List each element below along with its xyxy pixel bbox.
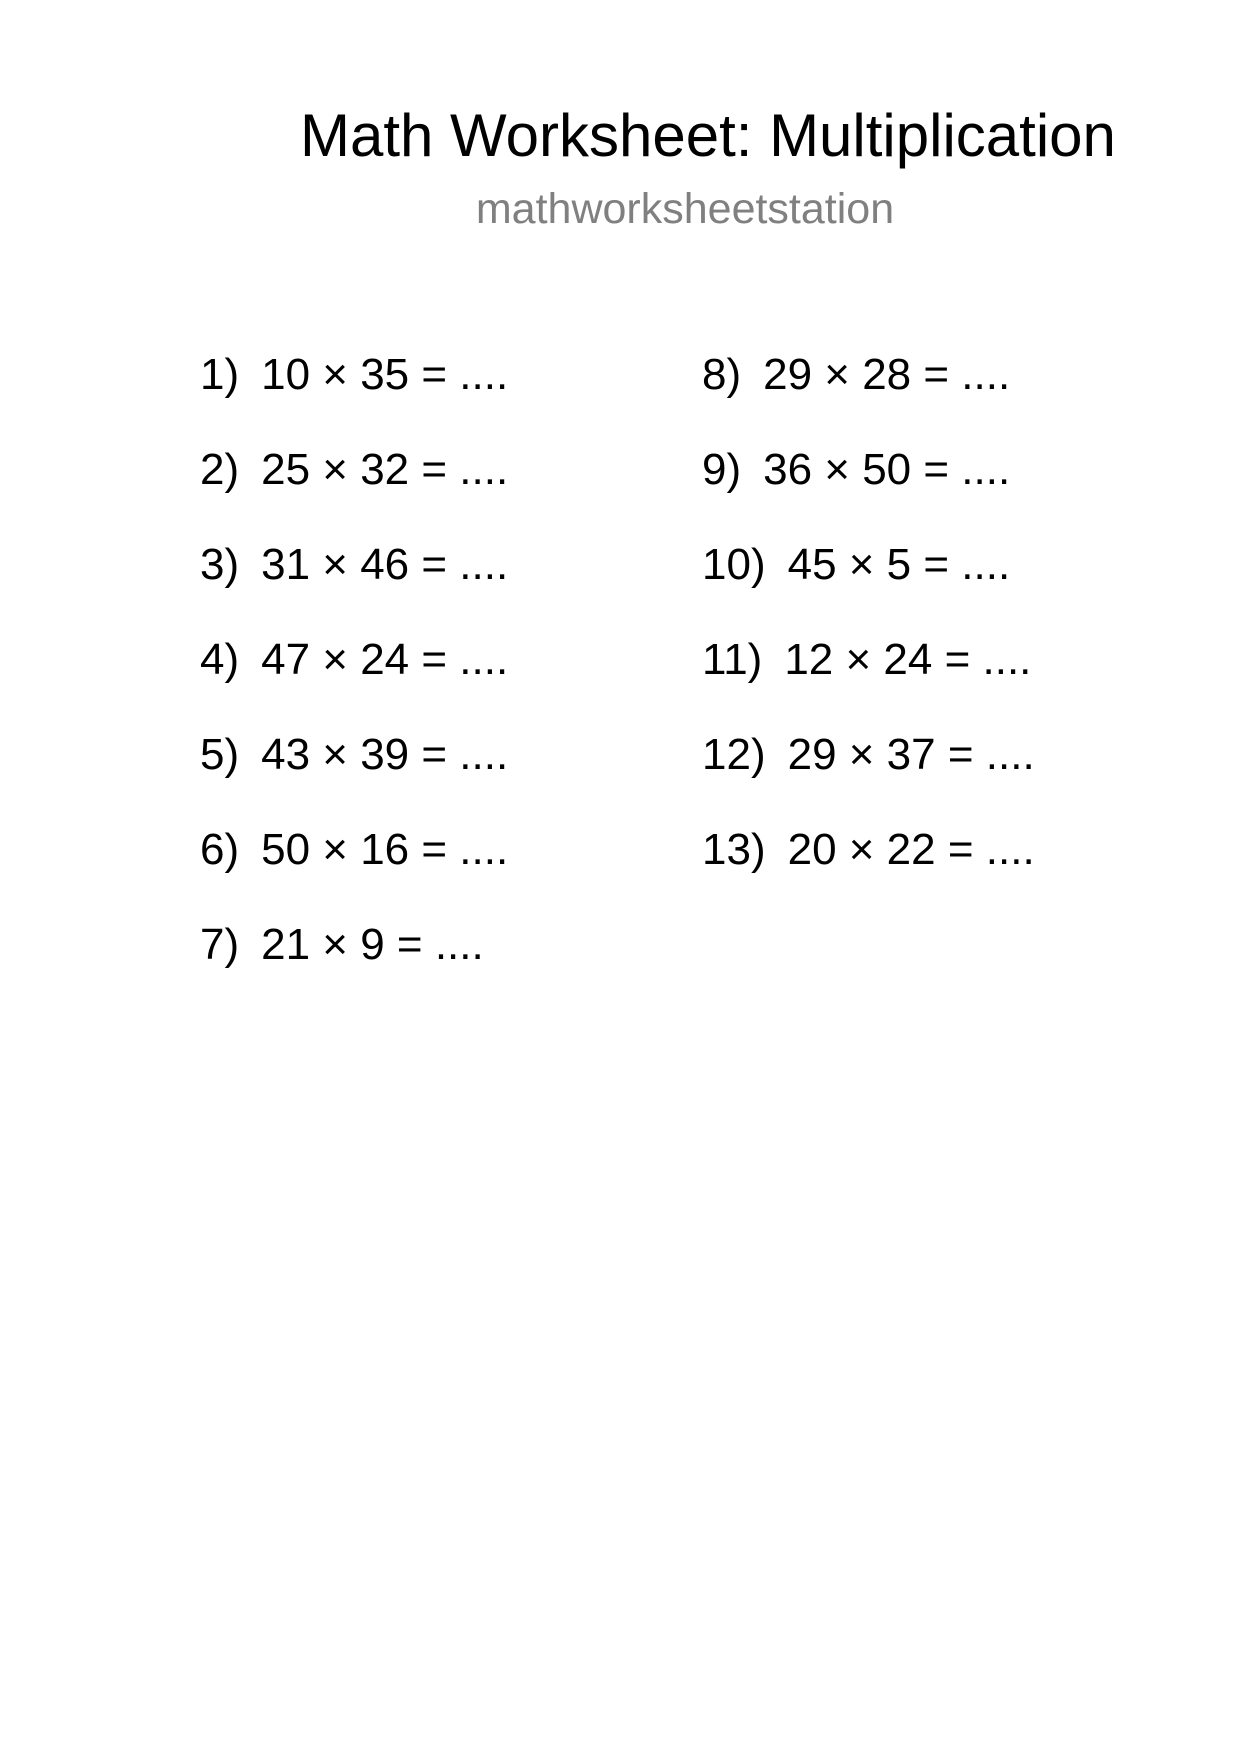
problem-4 <box>200 635 508 685</box>
problem-expression: 25 × 32 = .... <box>261 445 509 494</box>
problem-number: 13) <box>702 825 766 874</box>
problem-10 <box>702 540 1010 590</box>
problem-7 <box>200 920 484 970</box>
problem-expression: 29 × 37 = .... <box>787 730 1035 779</box>
problem-number: 4) <box>200 635 240 684</box>
page-title: Math Worksheet: Multiplication <box>300 102 1116 169</box>
problem-number: 12) <box>702 730 766 779</box>
problem-1 <box>200 350 508 400</box>
problem-number: 2) <box>200 445 240 494</box>
problem-expression: 29 × 28 = .... <box>763 350 1011 399</box>
problem-9 <box>702 445 1010 495</box>
problem-expression: 10 × 35 = .... <box>261 350 509 399</box>
problem-number: 1) <box>200 350 240 399</box>
problem-number: 10) <box>702 540 766 589</box>
problem-number: 7) <box>200 920 240 969</box>
problem-expression: 47 × 24 = .... <box>261 635 509 684</box>
problem-8 <box>702 350 1010 400</box>
problem-number: 5) <box>200 730 240 779</box>
problem-expression: 12 × 24 = .... <box>784 635 1032 684</box>
problem-expression: 50 × 16 = .... <box>261 825 509 874</box>
problem-expression: 20 × 22 = .... <box>787 825 1035 874</box>
problem-number: 8) <box>702 350 742 399</box>
problem-number: 9) <box>702 445 742 494</box>
problem-expression: 31 × 46 = .... <box>261 540 509 589</box>
problem-number: 3) <box>200 540 240 589</box>
problem-12 <box>702 730 1035 780</box>
problem-11 <box>702 635 1031 685</box>
problem-number: 11) <box>702 635 763 684</box>
problem-3 <box>200 540 508 590</box>
problem-number: 6) <box>200 825 240 874</box>
problem-5 <box>200 730 508 780</box>
page-subtitle: mathworksheetstation <box>475 185 895 233</box>
problem-expression: 45 × 5 = .... <box>787 540 1011 589</box>
problem-expression: 21 × 9 = .... <box>261 920 484 969</box>
problem-6 <box>200 825 508 875</box>
problem-expression: 43 × 39 = .... <box>261 730 509 779</box>
problem-expression: 36 × 50 = .... <box>763 445 1011 494</box>
problem-2 <box>200 445 508 495</box>
problem-13 <box>702 825 1035 875</box>
